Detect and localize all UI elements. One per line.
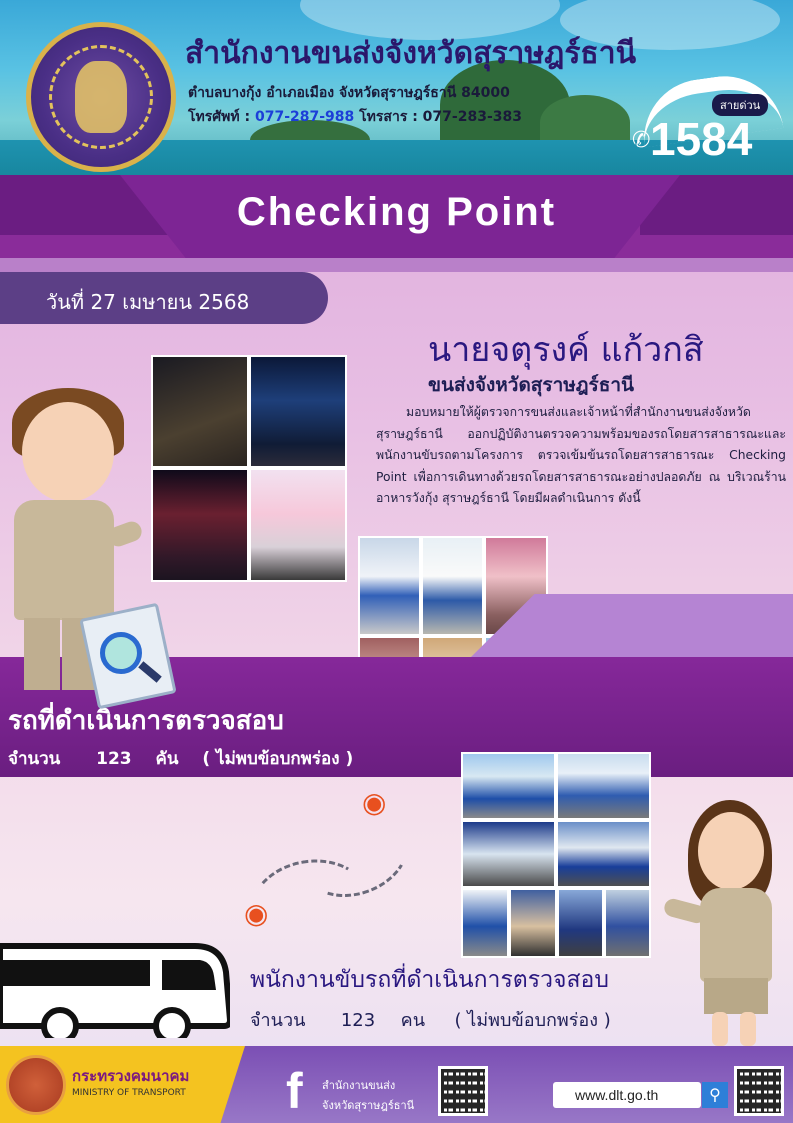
office-title: สำนักงานขนส่งจังหวัดสุราษฎร์ธานี <box>185 36 637 71</box>
hotline-number[interactable]: 1584 <box>650 113 753 165</box>
drivers-count: 123 <box>340 1010 376 1031</box>
search-icon[interactable]: ⚲ <box>702 1082 728 1108</box>
hotline-label: สายด่วน <box>712 94 768 116</box>
drivers-unit: คน <box>400 1010 426 1031</box>
inspection-photo <box>461 888 509 958</box>
banner-title: Checking Point <box>236 190 557 234</box>
vehicles-count-label: จำนวน <box>8 749 61 769</box>
inspection-photo <box>556 820 651 888</box>
inspection-photo <box>249 355 347 468</box>
facebook-page-name-line2[interactable]: จังหวัดสุราษฎร์ธานี <box>322 1099 415 1112</box>
website-qr-code <box>734 1066 784 1116</box>
inspection-photo <box>556 752 651 820</box>
drivers-stat-line <box>250 1005 611 1034</box>
facebook-qr-code <box>438 1066 488 1116</box>
officer-skirt <box>704 978 768 1014</box>
ministry-name-th: กระทรวงคมนาคม <box>72 1067 190 1085</box>
title-band-stripe <box>0 258 793 272</box>
drivers-stat-title: พนักงานขับรถที่ดำเนินการตรวจสอบ <box>250 967 609 993</box>
officer-leg <box>740 1012 756 1046</box>
inspection-photo <box>557 888 604 958</box>
person-name: นายจตุรงค์ แก้วกสิ <box>428 330 704 370</box>
inspection-photo <box>461 820 556 888</box>
vehicles-stat-title: รถที่ดำเนินการตรวจสอบ <box>8 706 284 736</box>
ministry-seal-logo <box>6 1055 66 1115</box>
tel-number[interactable]: 077-287-988 <box>254 109 355 125</box>
officer-uniform <box>14 500 114 620</box>
description-text: มอบหมายให้ผู้ตรวจการขนส่งและเจ้าหน้าที่สำนักงานขนส่งจังหวัดสุราษฎร์ธานี ออกปฏิบัติงานตรวจความพร้อมของรถโดยสารสาธารณะและพนักงานขับรถตามโครงการ ตรวจเข้มข้นรถโดยสารสาธารณะ Checking Point เพื่อการเดินทางด้วยรถโดยสารสาธารณะอย่างปลอดภัย ณ บริเวณร้านอาหารวังกุ้ง สุราษฎร์ธานี โดยมีผลดำเนินการ ดังนี้ <box>376 405 786 506</box>
tel-label: โทรศัพท์ : <box>188 109 251 125</box>
officer-leg <box>24 618 60 690</box>
inspection-photo <box>151 468 249 582</box>
location-pin-icon: ◉ <box>244 897 269 930</box>
officer-face <box>698 812 764 890</box>
ministry-name-en: MINISTRY OF TRANSPORT <box>72 1088 186 1098</box>
department-seal-logo <box>26 22 176 172</box>
fax-number: โทรสาร : 077-283-383 <box>359 109 522 125</box>
inspection-photo <box>604 888 651 958</box>
drivers-count-label: จำนวน <box>250 1010 306 1031</box>
drivers-note: ( ไม่พบข้อบกพร่อง ) <box>454 1010 611 1031</box>
person-role: ขนส่งจังหวัดสุราษฎร์ธานี <box>428 374 635 396</box>
inspection-photo <box>151 355 249 468</box>
inspection-photo <box>249 468 347 582</box>
officer-face <box>22 402 114 502</box>
magnifier-icon <box>100 632 142 674</box>
officer-leg <box>712 1012 728 1046</box>
vehicles-count: 123 <box>96 749 132 769</box>
office-contact <box>188 106 522 128</box>
facebook-page-name-line1[interactable]: สำนักงานขนส่ง <box>322 1079 396 1092</box>
vehicles-stat-line <box>8 745 353 772</box>
inspection-photo <box>421 536 484 636</box>
date-text: วันที่ 27 เมษายน 2568 <box>46 290 250 314</box>
officer-uniform <box>700 888 772 982</box>
phone-icon: ✆ <box>632 128 651 153</box>
facebook-icon[interactable]: f <box>286 1063 303 1119</box>
location-pin-icon: ◉ <box>362 786 387 819</box>
vehicles-note: ( ไม่พบข้อบกพร่อง ) <box>202 749 354 769</box>
inspection-photo <box>461 752 556 820</box>
seal-emblem <box>75 61 127 133</box>
inspection-photo <box>358 536 421 636</box>
bus-icon <box>0 928 230 1038</box>
inspection-photo <box>509 888 557 958</box>
vehicles-unit: คัน <box>155 749 179 769</box>
office-address: ตำบลบางกุ้ง อำเภอเมือง จังหวัดสุราษฎร์ธานี 84000 <box>188 85 510 101</box>
website-url[interactable]: www.dlt.go.th <box>575 1087 659 1103</box>
